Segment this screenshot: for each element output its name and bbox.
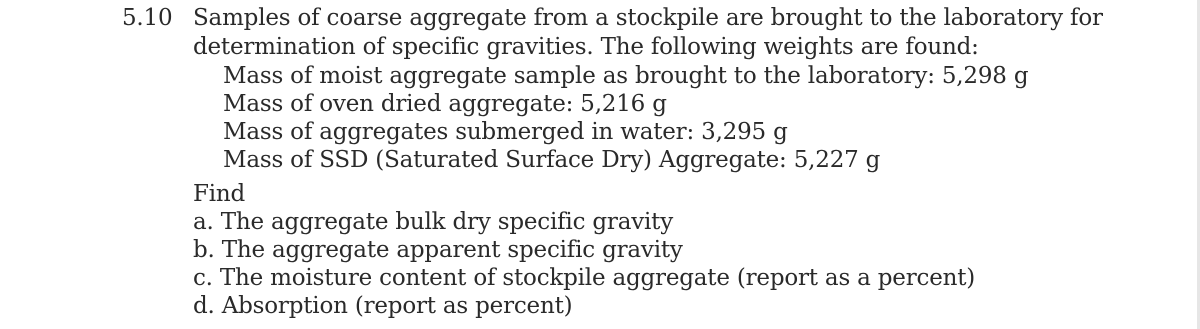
task-a: a. The aggregate bulk dry specific gravity [193, 209, 673, 235]
problem-number: 5.10 [122, 5, 173, 31]
find-heading: Find [193, 181, 246, 207]
measurement-moist-mass: Mass of moist aggregate sample as brought to the laboratory: 5,298 g [223, 63, 1029, 89]
task-d: d. Absorption (report as percent) [193, 293, 573, 319]
task-b: b. The aggregate apparent specific gravity [193, 237, 683, 263]
problem-intro-line-2: determination of specific gravities. The following weights are found: [193, 34, 979, 60]
measurement-submerged-mass: Mass of aggregates submerged in water: 3,295 g [223, 119, 788, 145]
task-c: c. The moisture content of stockpile aggregate (report as a percent) [193, 265, 976, 291]
measurement-ssd-mass: Mass of SSD (Saturated Surface Dry) Aggregate: 5,227 g [223, 147, 881, 173]
measurement-oven-dry-mass: Mass of oven dried aggregate: 5,216 g [223, 91, 667, 117]
problem-intro-line-1: Samples of coarse aggregate from a stockpile are brought to the laboratory for [193, 5, 1103, 31]
